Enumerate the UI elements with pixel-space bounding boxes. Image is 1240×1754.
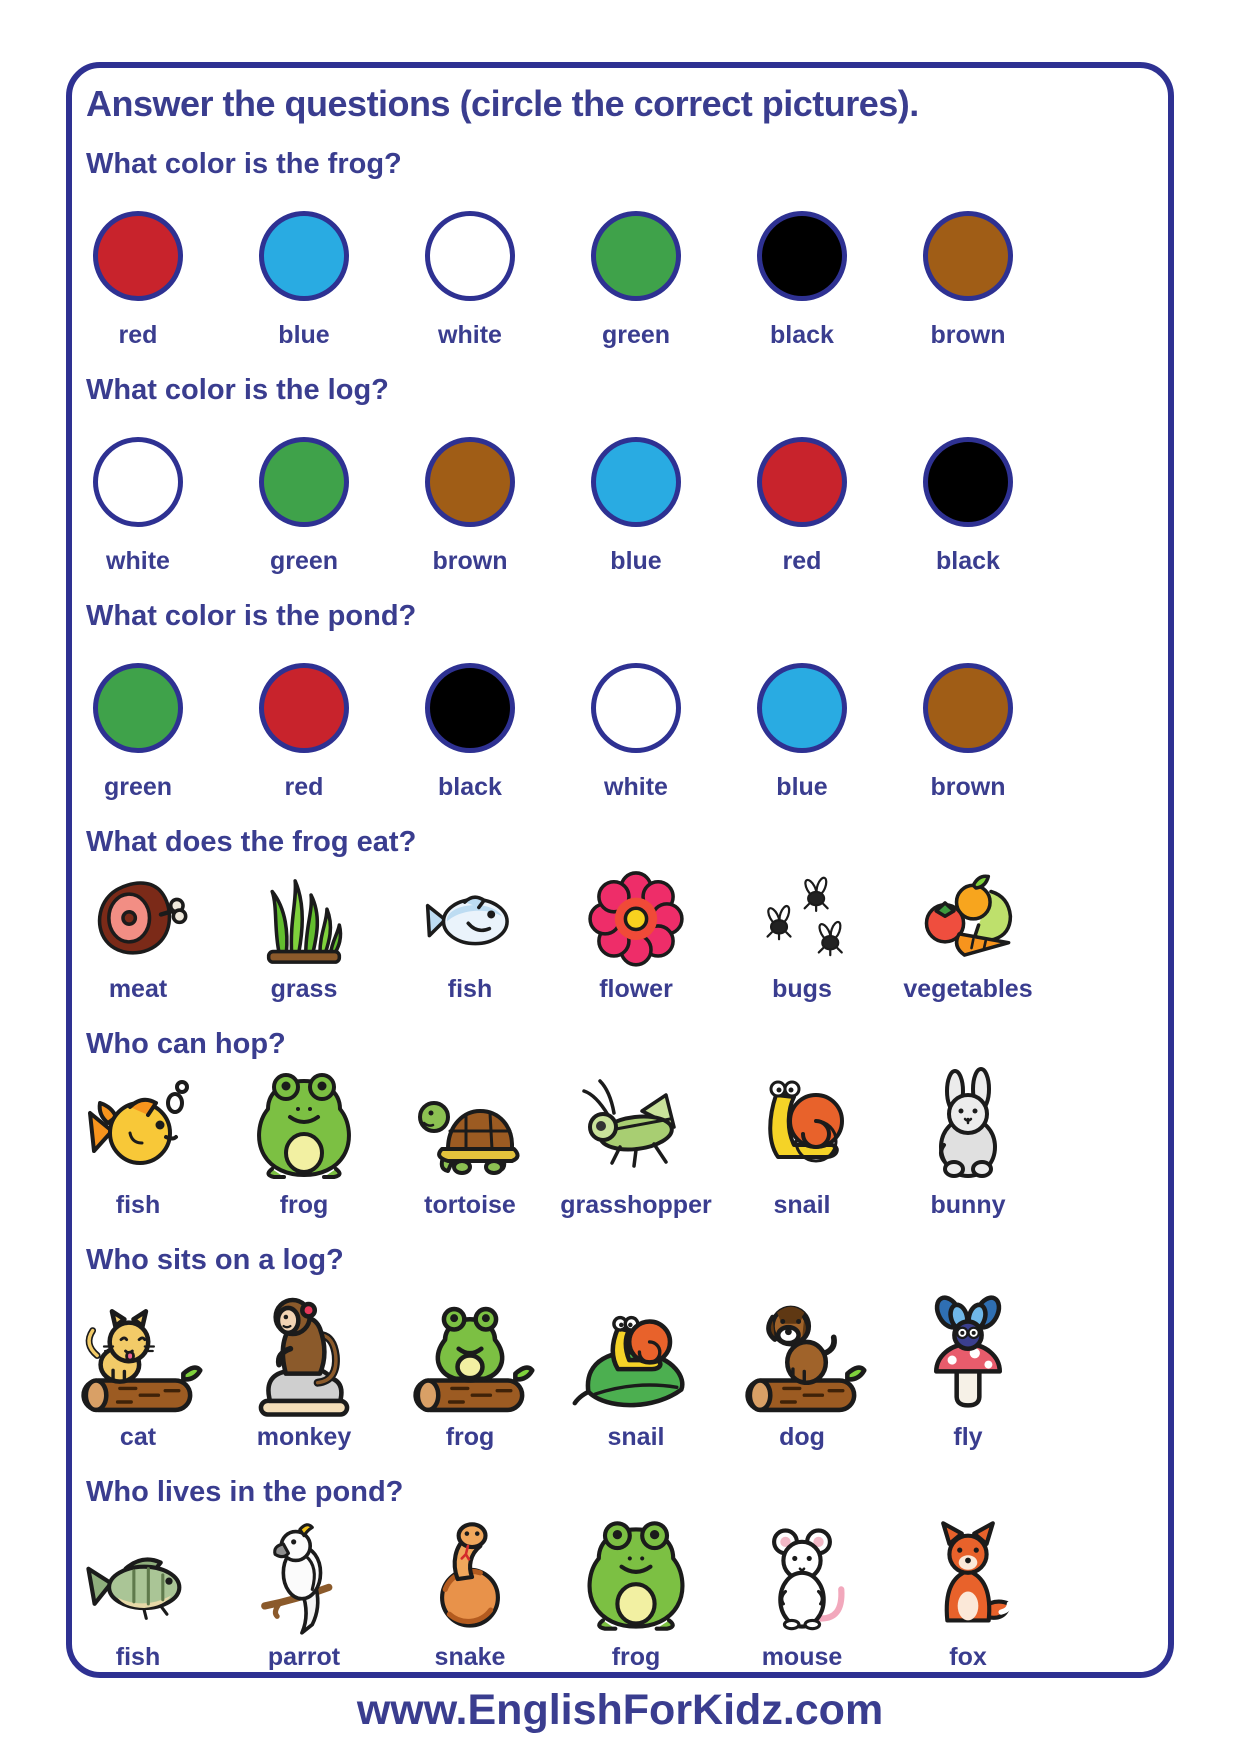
question-section xyxy=(72,826,1168,1004)
option-label: monkey xyxy=(256,1423,352,1451)
option-flower[interactable] xyxy=(583,865,689,1004)
option-label: tortoise xyxy=(424,1191,516,1219)
option-label: fly xyxy=(953,1423,983,1451)
option-label: green xyxy=(103,773,173,801)
option-label: snake xyxy=(434,1643,506,1671)
option-label: fish xyxy=(115,1191,161,1219)
option-red[interactable] xyxy=(259,663,349,802)
fly-on-mushroom-icon xyxy=(900,1283,1036,1419)
option-black[interactable] xyxy=(425,663,515,802)
option-fish[interactable] xyxy=(417,865,523,1004)
bugs-icon xyxy=(749,865,855,971)
option-dog[interactable] xyxy=(734,1283,870,1452)
black-color-swatch xyxy=(757,211,847,301)
option-label: fish xyxy=(115,1643,161,1671)
brown-color-swatch xyxy=(923,663,1013,753)
options-row xyxy=(55,437,1051,576)
red-color-swatch xyxy=(757,437,847,527)
question-text: Who can hop? xyxy=(86,1028,286,1060)
option-red[interactable] xyxy=(93,211,183,350)
options-row xyxy=(55,211,1051,350)
mouse-icon xyxy=(740,1515,864,1639)
parrot-icon xyxy=(242,1515,366,1639)
option-white[interactable] xyxy=(425,211,515,350)
options-row xyxy=(55,865,1051,1004)
option-red[interactable] xyxy=(757,437,847,576)
question-section xyxy=(72,1244,1168,1452)
option-label: mouse xyxy=(761,1643,843,1671)
option-frog[interactable] xyxy=(574,1515,698,1672)
question-section xyxy=(72,1028,1168,1220)
option-label: green xyxy=(269,547,339,575)
snake-icon xyxy=(408,1515,532,1639)
option-label: red xyxy=(118,321,158,349)
option-black[interactable] xyxy=(923,437,1013,576)
option-cat[interactable] xyxy=(70,1283,206,1452)
option-black[interactable] xyxy=(757,211,847,350)
blue-color-swatch xyxy=(757,663,847,753)
option-label: brown xyxy=(930,321,1006,349)
option-blue[interactable] xyxy=(591,437,681,576)
option-label: frog xyxy=(279,1191,329,1219)
option-label: blue xyxy=(610,547,662,575)
option-label: fox xyxy=(949,1643,987,1671)
question-text: What color is the pond? xyxy=(86,600,417,632)
option-meat[interactable] xyxy=(85,865,191,1004)
option-label: fish xyxy=(447,975,493,1003)
blue-color-swatch xyxy=(591,437,681,527)
option-snail[interactable] xyxy=(568,1283,704,1452)
vegetables-icon xyxy=(915,865,1021,971)
option-label: grass xyxy=(270,975,338,1003)
option-label: meat xyxy=(108,975,168,1003)
option-label: brown xyxy=(432,547,508,575)
option-blue[interactable] xyxy=(757,663,847,802)
option-label: blue xyxy=(776,773,828,801)
tortoise-icon xyxy=(410,1067,530,1187)
option-label: parrot xyxy=(267,1643,341,1671)
grass-icon xyxy=(251,865,357,971)
page-title: Answer the questions (circle the correct pictures). xyxy=(86,83,919,124)
dog-on-log-icon xyxy=(734,1283,870,1419)
option-label: black xyxy=(770,321,834,349)
question-text: Who sits on a log? xyxy=(86,1244,344,1276)
option-label: cat xyxy=(119,1423,157,1451)
blue-color-swatch xyxy=(259,211,349,301)
white-color-swatch xyxy=(93,437,183,527)
snail-icon xyxy=(742,1067,862,1187)
option-label: blue xyxy=(278,321,330,349)
option-frog[interactable] xyxy=(402,1283,538,1452)
options-row xyxy=(55,1515,1051,1672)
option-tortoise[interactable] xyxy=(410,1067,530,1220)
option-label: snail xyxy=(773,1191,831,1219)
frog-icon xyxy=(244,1067,364,1187)
option-white[interactable] xyxy=(93,437,183,576)
option-bunny[interactable] xyxy=(908,1067,1028,1220)
option-label: red xyxy=(782,547,822,575)
option-monkey[interactable] xyxy=(236,1283,372,1452)
frog-icon xyxy=(574,1515,698,1639)
option-label: black xyxy=(438,773,502,801)
option-grass[interactable] xyxy=(251,865,357,1004)
option-label: bunny xyxy=(930,1191,1006,1219)
option-label: white xyxy=(438,321,502,349)
options-row xyxy=(55,663,1051,802)
green-color-swatch xyxy=(591,211,681,301)
question-text: What does the frog eat? xyxy=(86,826,417,858)
snail-on-leaf-icon xyxy=(568,1283,704,1419)
option-fish[interactable] xyxy=(78,1067,198,1220)
red-color-swatch xyxy=(93,211,183,301)
question-section xyxy=(72,148,1168,350)
meat-icon xyxy=(85,865,191,971)
option-frog[interactable] xyxy=(244,1067,364,1220)
monkey-on-rock-icon xyxy=(236,1283,372,1419)
option-label: green xyxy=(601,321,671,349)
option-label: black xyxy=(936,547,1000,575)
option-label: dog xyxy=(779,1423,825,1451)
option-fox[interactable] xyxy=(906,1515,1030,1672)
option-blue[interactable] xyxy=(259,211,349,350)
white-color-swatch xyxy=(591,663,681,753)
cat-on-log-icon xyxy=(70,1283,206,1419)
option-green[interactable] xyxy=(259,437,349,576)
goldfish-icon xyxy=(78,1067,198,1187)
fox-icon xyxy=(906,1515,1030,1639)
sections xyxy=(72,148,1168,1672)
pond-fish-icon xyxy=(76,1515,200,1639)
brown-color-swatch xyxy=(923,211,1013,301)
question-section xyxy=(72,600,1168,802)
option-parrot[interactable] xyxy=(242,1515,366,1672)
grasshopper-icon xyxy=(576,1067,696,1187)
green-color-swatch xyxy=(93,663,183,753)
option-mouse[interactable] xyxy=(740,1515,864,1672)
options-row xyxy=(55,1067,1051,1220)
option-vegetables[interactable] xyxy=(903,865,1032,1004)
frog-on-log-icon xyxy=(402,1283,538,1419)
question-text: What color is the frog? xyxy=(86,148,402,180)
option-label: white xyxy=(106,547,170,575)
option-label: white xyxy=(604,773,668,801)
white-color-swatch xyxy=(425,211,515,301)
option-green[interactable] xyxy=(591,211,681,350)
question-text: Who lives in the pond? xyxy=(86,1476,404,1508)
option-label: frog xyxy=(611,1643,661,1671)
option-label: vegetables xyxy=(903,975,1033,1003)
worksheet-card xyxy=(66,62,1174,1678)
option-fly[interactable] xyxy=(900,1283,1036,1452)
option-label: snail xyxy=(607,1423,665,1451)
option-snake[interactable] xyxy=(408,1515,532,1672)
option-label: frog xyxy=(445,1423,495,1451)
question-section xyxy=(72,374,1168,576)
bunny-icon xyxy=(908,1067,1028,1187)
options-row xyxy=(55,1283,1051,1452)
option-label: red xyxy=(284,773,324,801)
option-fish[interactable] xyxy=(76,1515,200,1672)
fish-icon xyxy=(417,865,523,971)
option-white[interactable] xyxy=(591,663,681,802)
option-bugs[interactable] xyxy=(749,865,855,1004)
option-grasshopper[interactable] xyxy=(560,1067,711,1220)
black-color-swatch xyxy=(425,663,515,753)
option-label: grasshopper xyxy=(560,1191,712,1219)
option-brown[interactable] xyxy=(923,663,1013,802)
black-color-swatch xyxy=(923,437,1013,527)
option-label: bugs xyxy=(772,975,832,1003)
option-green[interactable] xyxy=(93,663,183,802)
question-text: What color is the log? xyxy=(86,374,389,406)
option-brown[interactable] xyxy=(923,211,1013,350)
green-color-swatch xyxy=(259,437,349,527)
question-section xyxy=(72,1476,1168,1672)
red-color-swatch xyxy=(259,663,349,753)
option-brown[interactable] xyxy=(425,437,515,576)
brown-color-swatch xyxy=(425,437,515,527)
footer-url: www.EnglishForKidz.com xyxy=(356,1686,884,1734)
option-label: brown xyxy=(930,773,1006,801)
flower-icon xyxy=(583,865,689,971)
option-snail[interactable] xyxy=(742,1067,862,1220)
option-label: flower xyxy=(599,975,673,1003)
